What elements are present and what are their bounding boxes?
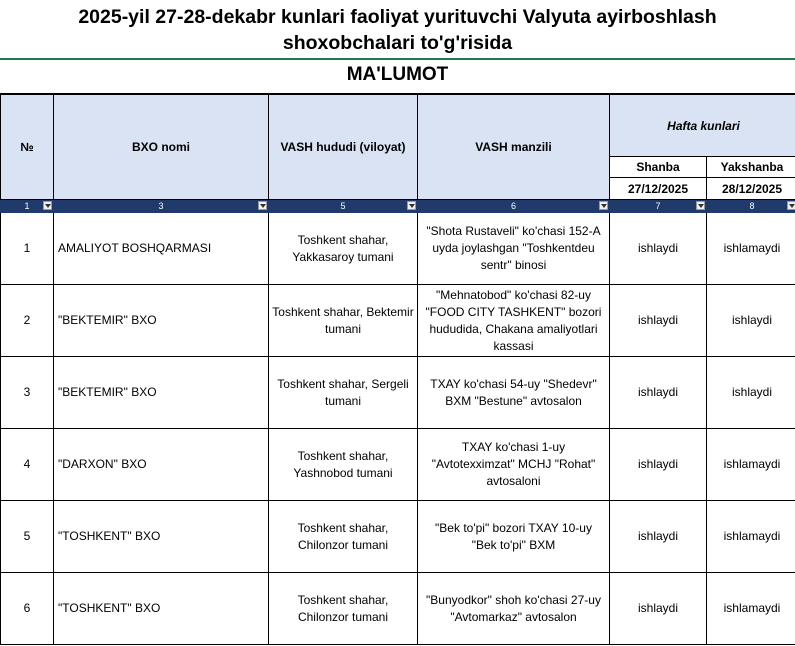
header-sunday: Yakshanba — [707, 157, 795, 178]
cell-region: Toshkent shahar, Chilonzor tumani — [269, 573, 418, 645]
cell-saturday: ishlaydi — [610, 213, 707, 285]
cell-region: Toshkent shahar, Sergeli tumani — [269, 357, 418, 429]
cell-num: 6 — [1, 573, 54, 645]
cell-saturday: ishlaydi — [610, 573, 707, 645]
cell-sunday: ishlaydi — [707, 357, 795, 429]
cell-name: "BEKTEMIR" BXO — [54, 285, 269, 357]
filter-cell[interactable] — [610, 200, 707, 213]
title-line-2: shoxobchalari to'g'risida — [282, 32, 513, 54]
filter-cell[interactable] — [54, 200, 269, 213]
cell-name: "BEKTEMIR" BXO — [54, 357, 269, 429]
cell-num: 1 — [1, 213, 54, 285]
cell-region: Toshkent shahar, Yakkasaroy tumani — [269, 213, 418, 285]
cell-num: 2 — [1, 285, 54, 357]
filter-cell[interactable] — [418, 200, 610, 213]
filter-label: 6 — [510, 201, 516, 211]
cell-name: AMALIYOT BOSHQARMASI — [54, 213, 269, 285]
document-title — [0, 0, 795, 60]
cell-region: Toshkent shahar, Yashnobod tumani — [269, 429, 418, 501]
filter-row — [1, 200, 795, 213]
cell-num: 3 — [1, 357, 54, 429]
filter-dropdown-icon[interactable] — [407, 201, 416, 210]
cell-region: Toshkent shahar, Chilonzor tumani — [269, 501, 418, 573]
table-row — [1, 573, 795, 645]
filter-cell[interactable] — [707, 200, 795, 213]
cell-address: "Bunyodkor" shoh ko'chasi 27-uy "Avtomarkaz" avtosalon — [418, 573, 610, 645]
filter-cell[interactable] — [1, 200, 54, 213]
cell-address: "Shota Rustaveli" ko'chasi 152-A uyda joylashgan "Toshkentdeu sentr" binosi — [418, 213, 610, 285]
cell-num: 4 — [1, 429, 54, 501]
cell-sunday: ishlamaydi — [707, 501, 795, 573]
cell-address: TXAY ko'chasi 54-uy "Shedevr" BXM "Bestune" avtosalon — [418, 357, 610, 429]
cell-region: Toshkent shahar, Bektemir tumani — [269, 285, 418, 357]
table-row — [1, 501, 795, 573]
header-week-days: Hafta kunlari — [610, 95, 795, 157]
cell-address: "Mehnatobod" ko'chasi 82-uy "FOOD CITY TASHKENT" bozori hududida, Chakana amaliyotlari kassasi — [418, 285, 610, 357]
cell-name: "TOSHKENT" BXO — [54, 501, 269, 573]
filter-dropdown-icon[interactable] — [599, 201, 608, 210]
header-sunday-date: 28/12/2025 — [707, 178, 795, 200]
header-saturday-date: 27/12/2025 — [610, 178, 707, 200]
cell-saturday: ishlaydi — [610, 429, 707, 501]
filter-label: 7 — [655, 201, 661, 211]
table-row — [1, 285, 795, 357]
cell-name: "TOSHKENT" BXO — [54, 573, 269, 645]
header-name: BXO nomi — [54, 95, 269, 200]
filter-label: 5 — [340, 201, 346, 211]
cell-sunday: ishlamaydi — [707, 429, 795, 501]
header-address: VASH manzili — [418, 95, 610, 200]
cell-saturday: ishlaydi — [610, 357, 707, 429]
document-subtitle: MA'LUMOT — [0, 60, 795, 94]
filter-dropdown-icon[interactable] — [787, 201, 795, 210]
filter-label: 1 — [24, 201, 30, 211]
filter-dropdown-icon[interactable] — [43, 201, 52, 210]
filter-dropdown-icon[interactable] — [696, 201, 705, 210]
cell-address: TXAY ko'chasi 1-uy "Avtotexximzat" MCHJ "Rohat" avtosaloni — [418, 429, 610, 501]
header-saturday: Shanba — [610, 157, 707, 178]
cell-sunday: ishlamaydi — [707, 573, 795, 645]
table-row — [1, 429, 795, 501]
filter-cell[interactable] — [269, 200, 418, 213]
header-region: VASH hududi (viloyat) — [269, 95, 418, 200]
exchange-points-table — [0, 94, 795, 645]
cell-address: "Bek to'pi" bozori TXAY 10-uy "Bek to'pi" BXM — [418, 501, 610, 573]
cell-sunday: ishlamaydi — [707, 213, 795, 285]
filter-dropdown-icon[interactable] — [258, 201, 267, 210]
cell-sunday: ishlaydi — [707, 285, 795, 357]
filter-label: 8 — [749, 201, 755, 211]
table-row — [1, 357, 795, 429]
cell-name: "DARXON" BXO — [54, 429, 269, 501]
cell-saturday: ishlaydi — [610, 501, 707, 573]
cell-saturday: ishlaydi — [610, 285, 707, 357]
cell-num: 5 — [1, 501, 54, 573]
filter-label: 3 — [158, 201, 164, 211]
title-line-1: 2025-yil 27-28-dekabr kunlari faoliyat yurituvchi Valyuta ayirboshlash — [78, 6, 717, 28]
table-row — [1, 213, 795, 285]
header-num: № — [1, 95, 54, 200]
